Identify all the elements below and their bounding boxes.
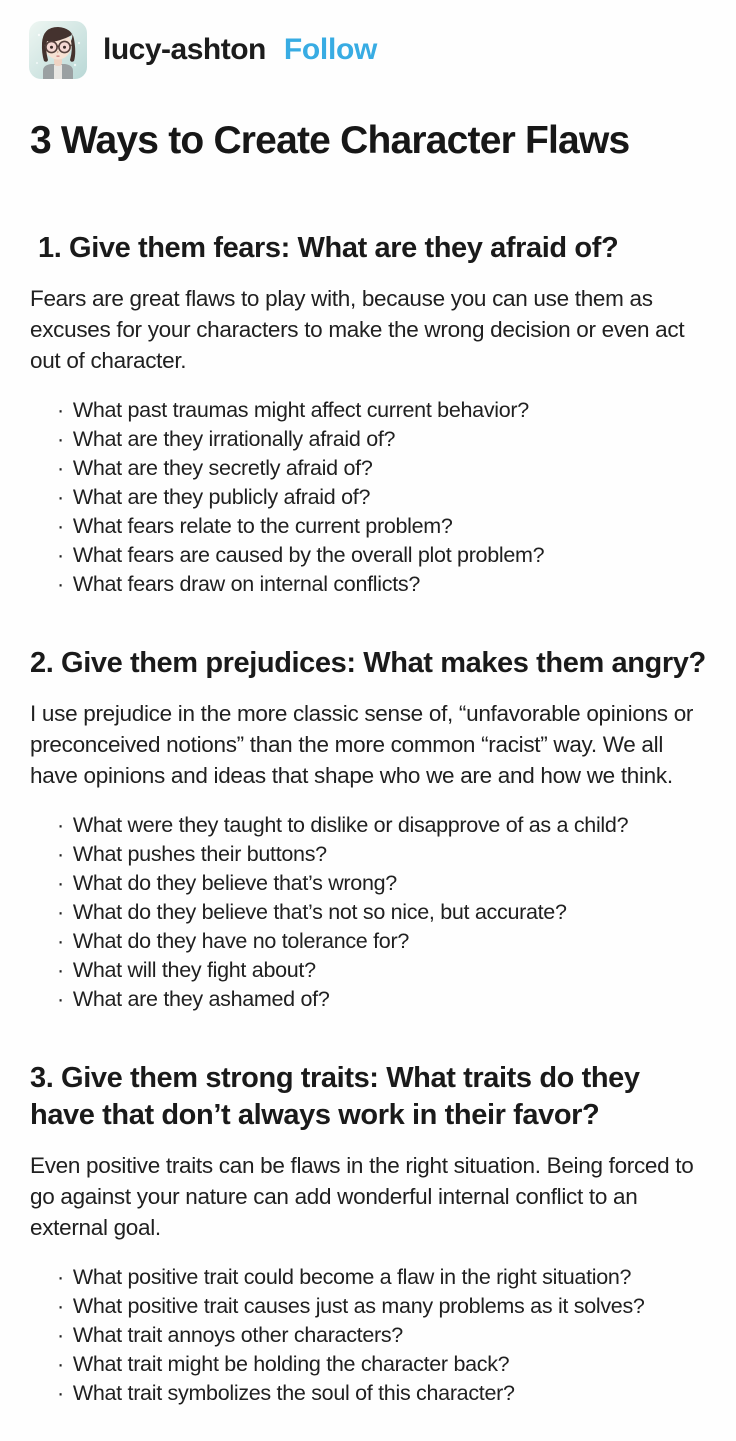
bullet-dot: · — [57, 1381, 64, 1405]
list-item — [57, 570, 706, 599]
bullet-dot: · — [57, 1352, 64, 1376]
post-body — [0, 118, 736, 1408]
bullet-text: What do they believe that’s not so nice, but accurate? — [72, 900, 567, 924]
section-1-bullet-list — [30, 396, 706, 599]
section-2-bullet-list — [30, 811, 706, 1014]
list-item — [57, 811, 706, 840]
list-item — [57, 869, 706, 898]
list-item — [57, 956, 706, 985]
bullet-text: What do they have no tolerance for? — [72, 929, 409, 953]
post-title: 3 Ways to Create Character Flaws — [30, 119, 630, 162]
bullet-dot: · — [57, 871, 64, 895]
bullet-text: What fears relate to the current problem? — [72, 514, 453, 538]
bullet-text: What are they secretly afraid of? — [72, 456, 373, 480]
bullet-text: What fears draw on internal conflicts? — [72, 572, 420, 596]
bullet-text: What trait annoys other characters? — [72, 1323, 403, 1347]
list-item — [57, 898, 706, 927]
bullet-dot: · — [57, 543, 64, 567]
bullet-dot: · — [57, 842, 64, 866]
bullet-dot: · — [57, 398, 64, 422]
post-header — [0, 0, 736, 79]
list-item — [57, 1350, 706, 1379]
bullet-dot: · — [57, 1265, 64, 1289]
list-item — [57, 927, 706, 956]
bullet-text: What will they fight about? — [72, 958, 316, 982]
follow-button[interactable]: Follow — [283, 33, 378, 66]
girl-with-glasses-avatar-icon — [29, 21, 87, 79]
list-item — [57, 483, 706, 512]
list-item — [57, 512, 706, 541]
bullet-dot: · — [57, 456, 64, 480]
bullet-text: What pushes their buttons? — [72, 842, 327, 866]
bullet-dot: · — [57, 572, 64, 596]
username-link[interactable]: lucy-ashton — [103, 33, 266, 66]
bullet-text: What positive trait causes just as many problems as it solves? — [72, 1294, 645, 1318]
bullet-text: What positive trait could become a flaw in the right situation? — [72, 1265, 632, 1289]
bullet-text: What trait might be holding the character back? — [72, 1352, 510, 1376]
bullet-dot: · — [57, 1323, 64, 1347]
bullet-text: What fears are caused by the overall plot problem? — [72, 543, 545, 567]
bullet-text: What past traumas might affect current behavior? — [72, 398, 529, 422]
list-item — [57, 1379, 706, 1408]
bullet-dot: · — [57, 485, 64, 509]
bullet-text: What are they irrationally afraid of? — [72, 427, 396, 451]
list-item — [57, 840, 706, 869]
section-3-bullet-list — [30, 1263, 706, 1408]
bullet-text: What are they publicly afraid of? — [72, 485, 371, 509]
section-3-paragraph: Even positive traits can be flaws in the right situation. Being forced to go against your nature can add wonderful internal conflict to an external goal. — [30, 1153, 694, 1240]
list-item — [57, 454, 706, 483]
bullet-text: What are they ashamed of? — [72, 987, 330, 1011]
bullet-dot: · — [57, 813, 64, 837]
section-1-paragraph: Fears are great flaws to play with, because you can use them as excuses for your characters to make the wrong decision or even act out of character. — [30, 286, 685, 373]
list-item — [57, 1263, 706, 1292]
section-3-heading: 3. Give them strong traits: What traits do they have that don’t always work in their favor? — [30, 1062, 640, 1131]
bullet-dot: · — [57, 427, 64, 451]
section-1-heading: 1. Give them fears: What are they afraid of? — [38, 232, 619, 264]
bullet-dot: · — [57, 1294, 64, 1318]
bullet-dot: · — [57, 514, 64, 538]
bullet-text: What do they believe that’s wrong? — [72, 871, 397, 895]
list-item — [57, 985, 706, 1014]
list-item — [57, 541, 706, 570]
list-item — [57, 425, 706, 454]
bullet-dot: · — [57, 929, 64, 953]
section-2-heading: 2. Give them prejudices: What makes them angry? — [30, 647, 706, 679]
avatar[interactable] — [29, 21, 87, 79]
bullet-dot: · — [57, 987, 64, 1011]
list-item — [57, 1292, 706, 1321]
bullet-dot: · — [57, 958, 64, 982]
list-item — [57, 1321, 706, 1350]
bullet-dot: · — [57, 900, 64, 924]
bullet-text: What were they taught to dislike or disapprove of as a child? — [72, 813, 629, 837]
section-2-paragraph: I use prejudice in the more classic sense of, “unfavorable opinions or preconceived notions” than the more common “racist” way. We all have opinions and ideas that shape who we are and how we think. — [30, 701, 694, 788]
bullet-text: What trait symbolizes the soul of this character? — [72, 1381, 515, 1405]
list-item — [57, 396, 706, 425]
